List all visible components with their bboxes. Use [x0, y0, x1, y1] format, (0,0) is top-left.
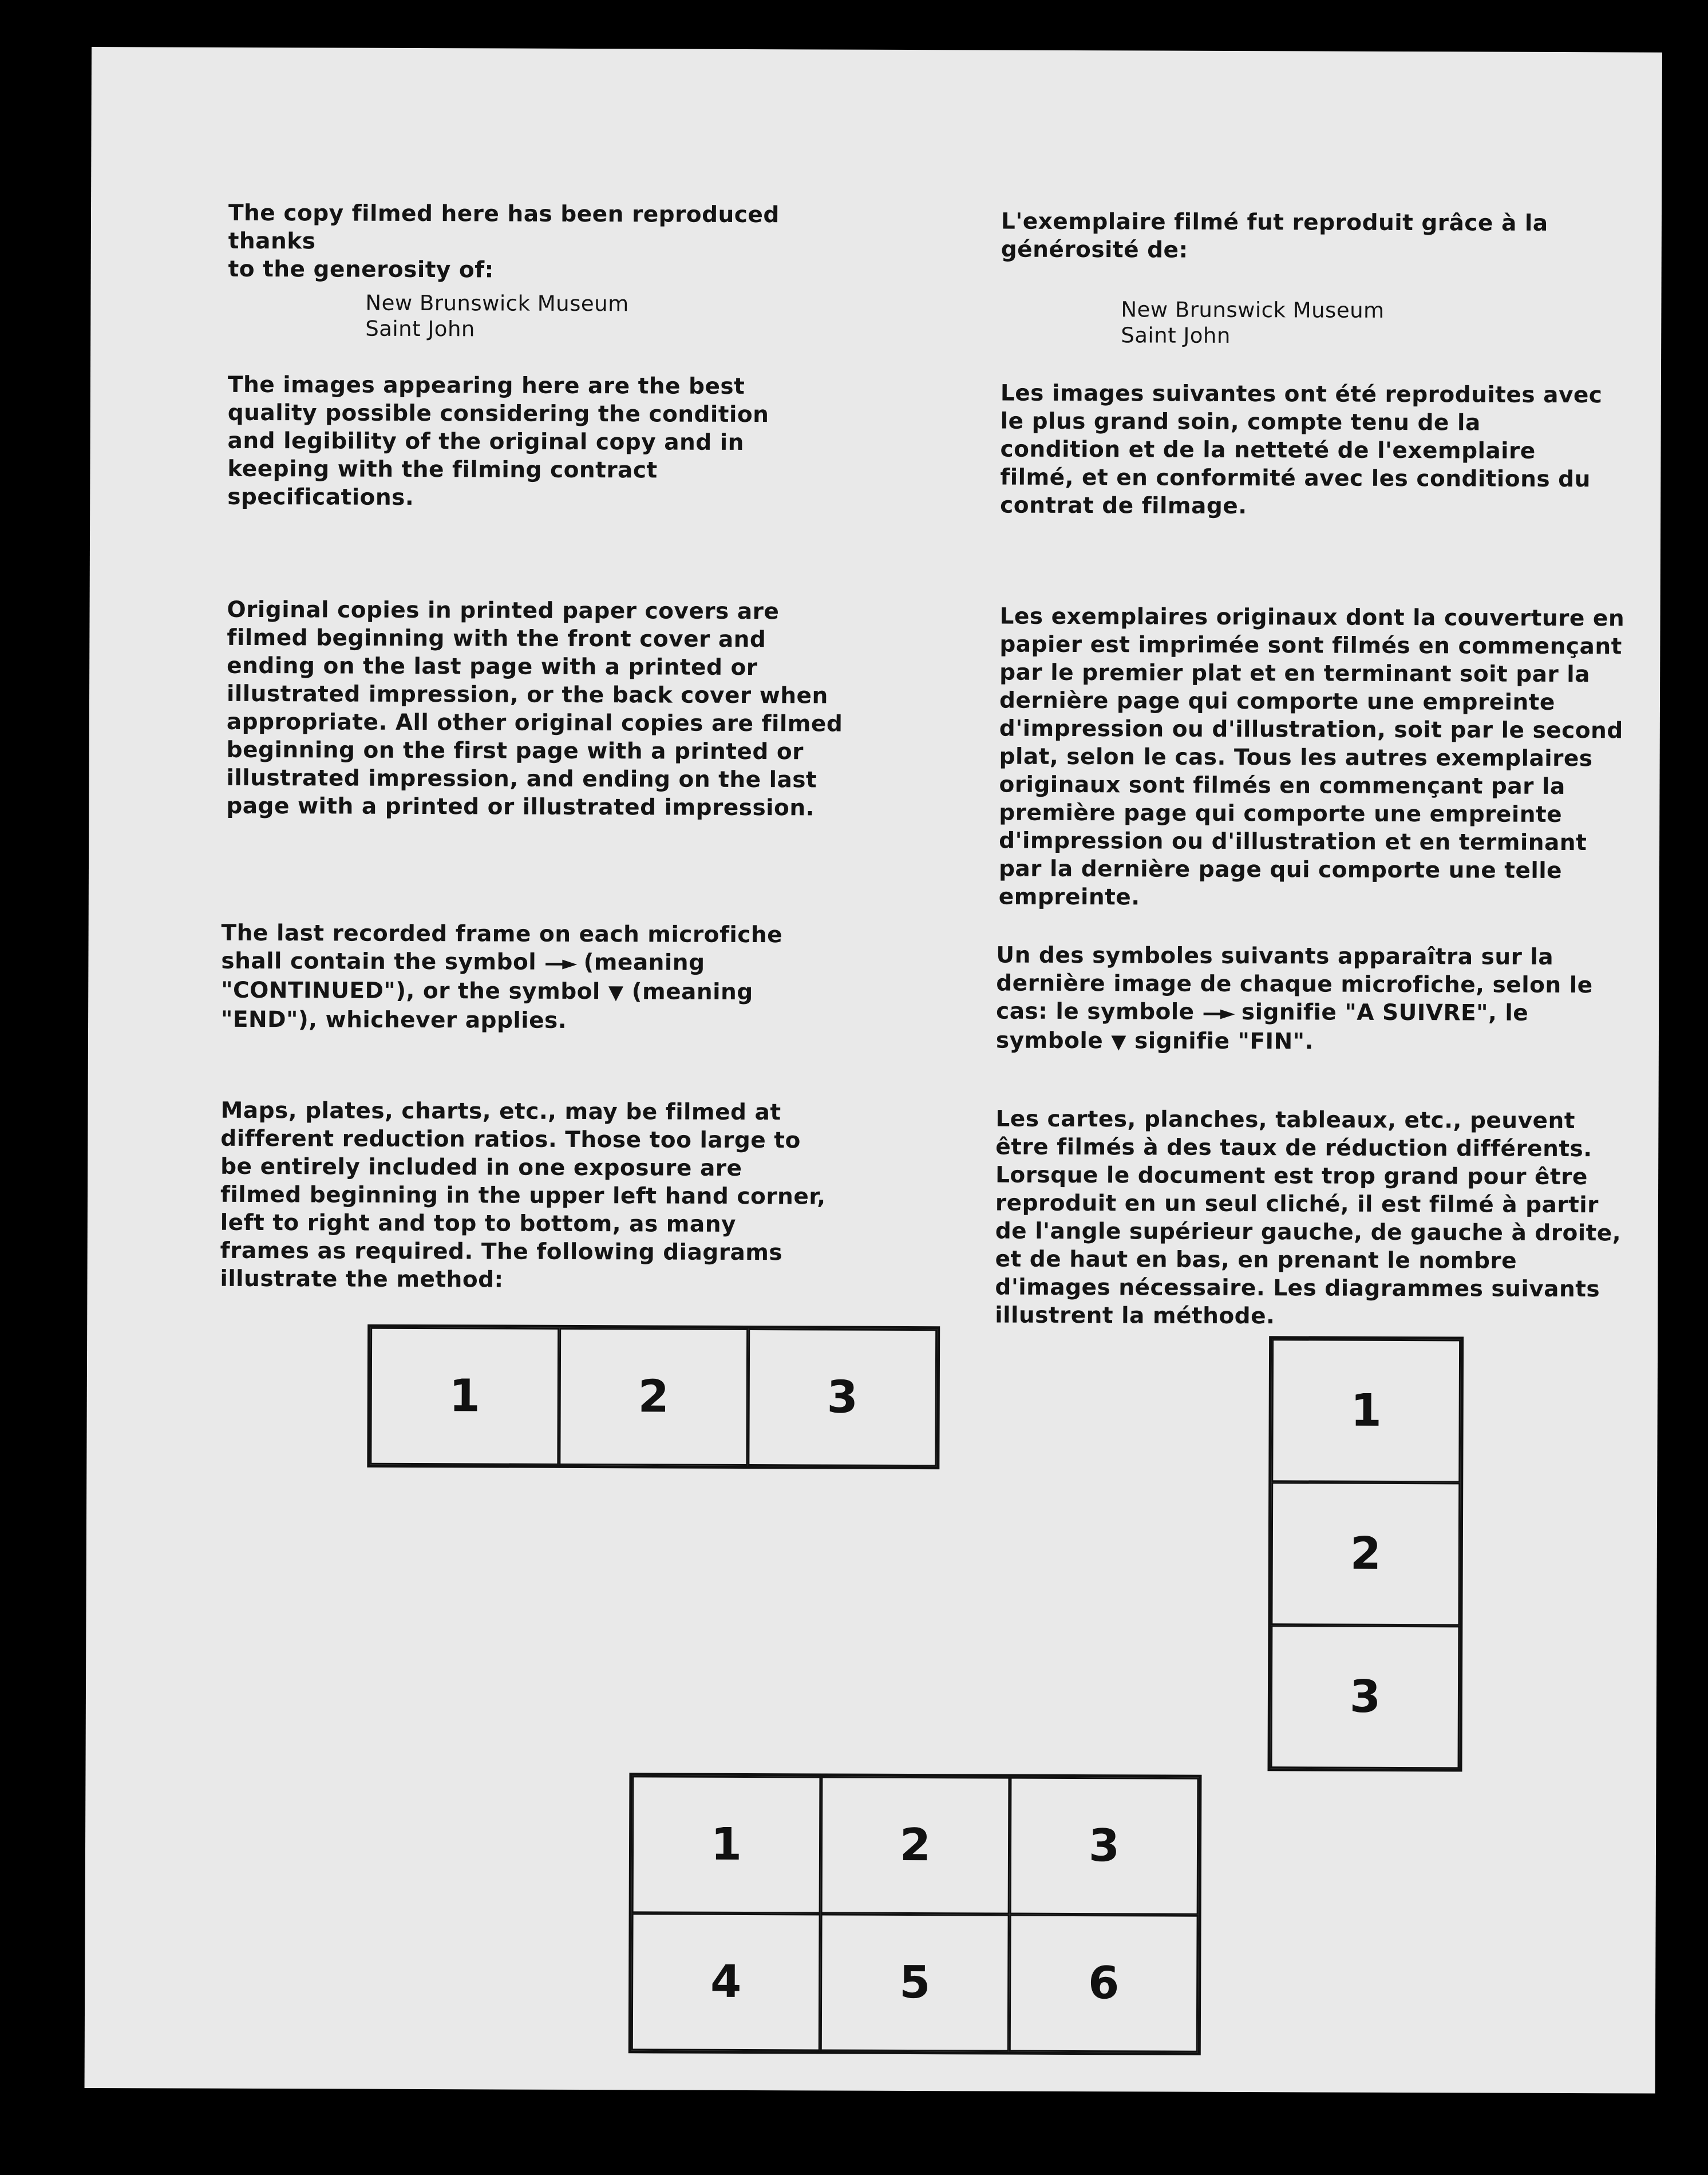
vertical-frame-diagram: [1267, 1336, 1464, 1771]
grid-frame-diagram: [628, 1773, 1202, 2055]
frame-cell: 4: [631, 1913, 821, 2051]
frame-cell: 2: [821, 1776, 1010, 1914]
english-copies-paragraph: Original copies in printed paper covers are filmed beginning with the front cover and ending on the last page with a printed or illustrated impression, or the back cover when appropriate. All other original copies are filmed beginning on the first page with a printed or illustrated impression, and ending on the last page with a printed or illustrated impression.: [226, 596, 843, 821]
french-acknowledgement: [1001, 208, 1631, 266]
continued-arrow-icon: —►: [544, 951, 576, 975]
english-institution-name: New Brunswick Museum: [365, 290, 629, 317]
english-institution-block: [365, 290, 629, 343]
horizontal-frame-diagram: [367, 1324, 940, 1469]
english-column: [220, 199, 869, 1293]
english-institution-city: Saint John: [365, 316, 475, 342]
english-quality-paragraph: The images appearing here are the best quality possible considering the condition and legibility of the original copy and in keeping with the filming contract specifications.: [227, 371, 769, 511]
english-symbol-text-2: (meaning "CONTINUED"), or the symbol: [221, 950, 705, 1005]
frame-cell: 2: [559, 1328, 748, 1466]
english-symbol-text-3: (meaning "END"), whichever applies.: [220, 979, 753, 1034]
english-symbol-paragraph: [221, 919, 828, 1036]
frame-cell: 5: [820, 1913, 1010, 2051]
frame-cell: 3: [748, 1328, 937, 1466]
frame-cell: 6: [1009, 1915, 1199, 2053]
frame-cell: 2: [1271, 1482, 1460, 1626]
frame-cell: 1: [370, 1327, 559, 1465]
french-ack-line1: L'exemplaire filmé fut reproduit grâce à la: [1001, 208, 1548, 236]
english-symbol-text-1: The last recorded frame on each microfiche shall contain the symbol: [221, 920, 783, 975]
end-triangle-icon: ▼: [608, 981, 624, 1005]
frame-cell: 1: [1271, 1339, 1461, 1482]
french-symbol-text-2: signifie "A SUIVRE", le symbole: [995, 999, 1529, 1054]
french-copies-paragraph: Les exemplaires originaux dont la couverture en papier est imprimée sont filmés en commençant par le premier plat et en terminant soit par la dernière page qui comporte une empreinte d'impression ou d'illustration, soit par le second plat, selon le cas. Tous les autres exemplaires originaux sont filmés en commençant par la première page qui comporte une empreinte d'impression ou d'illustration et en terminant par la dernière page qui comporte une telle empreinte.: [998, 603, 1625, 911]
french-institution-block: [1121, 296, 1385, 349]
french-symbol-text-1: Un des symboles suivants apparaîtra sur la dernière image de chaque microfiche, selon le cas: le symbole: [996, 942, 1593, 1025]
english-maps-paragraph: Maps, plates, charts, etc., may be filmed at different reduction ratios. Those too large to be entirely included in one exposure are filmed beginning in the upper left hand corner, left to right and top to bottom, as many frames as required. The following diagrams illustrate the method:: [220, 1097, 826, 1293]
frame-cell: 1: [632, 1775, 821, 1913]
frame-cell: 3: [1010, 1777, 1199, 1915]
english-ack-line1: The copy filmed here has been reproduced thanks: [228, 200, 780, 255]
french-column: [995, 208, 1631, 1330]
english-acknowledgement: [228, 199, 870, 286]
french-institution-name: New Brunswick Museum: [1121, 297, 1385, 323]
french-symbol-text-3: signifie "FIN".: [1134, 1028, 1314, 1055]
suivre-arrow-icon: —►: [1202, 1001, 1233, 1025]
fin-triangle-icon: ▼: [1111, 1030, 1127, 1054]
french-institution-city: Saint John: [1121, 323, 1231, 348]
french-symbol-paragraph: [996, 942, 1603, 1058]
english-ack-line2: to the generosity of:: [228, 256, 494, 283]
french-ack-line2: générosité de:: [1001, 236, 1188, 263]
filming-notice-page: [85, 47, 1662, 2094]
french-maps-paragraph: Les cartes, planches, tableaux, etc., peuvent être filmés à des taux de réduction différents. Lorsque le document est trop grand pour être reproduit en un seul cliché, il est filmé à partir de l'angle supérieur gauche, de gauche à droite, et de haut en bas, en prenant le nombre d'images nécessaire. Les diagrammes suivants illustrent la méthode.: [995, 1106, 1622, 1330]
french-quality-paragraph: Les images suivantes ont été reproduites avec le plus grand soin, compte tenu de la condition et de la netteté de l'exemplaire filmé, et en conformité avec les conditions du contrat de filmage.: [1000, 380, 1603, 520]
frame-cell: 3: [1271, 1625, 1460, 1769]
